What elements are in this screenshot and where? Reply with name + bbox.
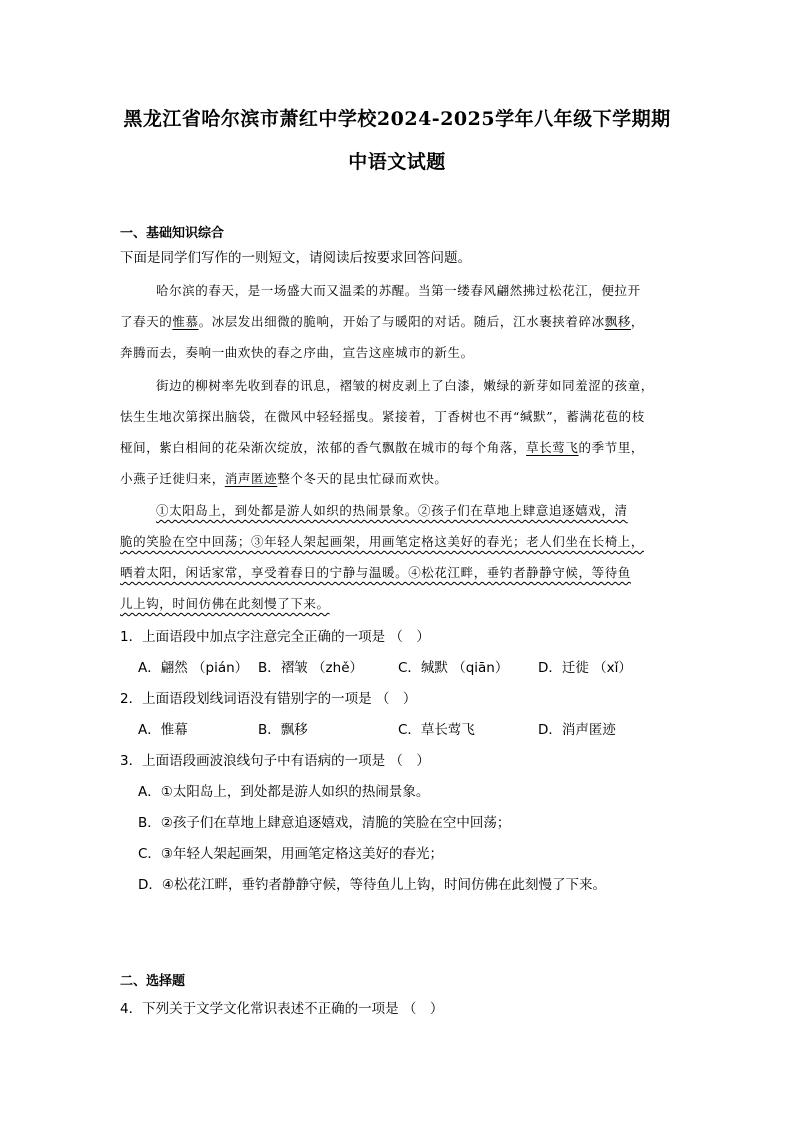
question-3-option-d[interactable]: D．④松花江畔，垂钓者静静守候，等待鱼儿上钩，时间仿佛在此刻慢了下来。 — [138, 877, 606, 893]
question-3-option-a[interactable]: A．①太阳岛上，到处都是游人如织的热闹景象。 — [138, 784, 430, 800]
question-2-option-b[interactable]: B．飘移 — [258, 722, 308, 738]
underlined-word-weimu: 惟慕 — [172, 314, 199, 329]
passage-p3-line4: 儿上钩，时间仿佛在此刻慢了下来。 — [120, 596, 330, 611]
passage-text: ， — [630, 314, 645, 329]
passage-p3-line3: 晒着太阳，闲话家常，享受着春日的宁静与温暖。④松花江畔，垂钓者静静守候，等待鱼 — [120, 565, 631, 580]
passage-text: 的季节里， — [578, 440, 645, 455]
question-1-option-b[interactable]: B．褶皱 （zhě） — [258, 660, 364, 676]
section1-heading: 一、基础知识综合 — [120, 226, 225, 241]
passage-p3-line1: ①太阳岛上，到处都是游人如织的热闹景象。②孩子们在草地上肆意追逐嬉戏，清 — [156, 503, 628, 518]
passage-text: 桠间，紫白相间的花朵渐次绽放，浓郁的香气飘散在城市的每个角落， — [120, 440, 527, 455]
question-1-option-a[interactable]: A．翩然 （pián） — [138, 660, 249, 676]
passage-p2-line1: 街边的柳树率先收到春的讯息，褶皱的树皮剥上了白漆，嫩绿的新芽如同羞涩的孩童， — [156, 378, 654, 393]
question-3-option-b[interactable]: B．②孩子们在草地上肆意追逐嬉戏，清脆的笑脸在空中回荡； — [138, 815, 511, 831]
question-1-option-c[interactable]: C．缄默 （qiān） — [398, 660, 509, 676]
question-2-option-c[interactable]: C．草长莺飞 — [398, 722, 475, 738]
underlined-word-caozhangyingfei: 草长莺飞 — [526, 440, 579, 455]
passage-text: 小燕子迁徙归来， — [120, 471, 225, 486]
passage-text: 整个冬天的昆虫忙碌而欢快。 — [277, 471, 448, 486]
passage-text: 了春天的 — [120, 314, 173, 329]
passage-text: 。冰层发出细微的脆响，开始了与暖阳的对话。随后，江水裹挟着碎冰 — [198, 314, 605, 329]
question-2-option-d[interactable]: D．消声匿迹 — [538, 722, 616, 738]
underlined-word-xiaoshengniji: 消声匿迹 — [224, 471, 278, 486]
passage-p2-line4 — [120, 469, 448, 487]
page-title-line2: 中语文试题 — [348, 151, 446, 173]
question-3-stem: 3．上面语段画波浪线句子中有语病的一项是 （ ） — [120, 753, 430, 769]
passage-p1-line1: 哈尔滨的春天，是一场盛大而又温柔的苏醒。当第一缕春风翩然拂过松花江，便拉开 — [156, 283, 641, 298]
section1-intro: 下面是同学们写作的一则短文，请阅读后按要求回答问题。 — [120, 250, 471, 266]
page-title-line1: 黑龙江省哈尔滨市萧红中学校2024-2025学年八年级下学期期 — [123, 108, 671, 130]
section2-heading: 二、选择题 — [120, 974, 186, 989]
question-4-stem: 4．下列关于文学文化常识表述不正确的一项是 （ ） — [120, 1001, 444, 1017]
passage-p1-line2 — [120, 312, 644, 330]
question-1-stem: 1．上面语段中加点字注意完全正确的一项是 （ ） — [120, 629, 430, 645]
underlined-word-piaoyi: 飘移 — [604, 314, 631, 329]
question-3-option-c[interactable]: C．③年轻人架起画架，用画笔定格这美好的春光； — [138, 846, 444, 862]
passage-p2-line2: 怯生生地次第探出脑袋，在微风中轻轻摇曳。紧接着，丁香树也不再“缄默”，蓄满花苞的枝 — [120, 409, 645, 424]
passage-p1-line3: 奔腾而去，奏响一曲欢快的春之序曲，宣告这座城市的新生。 — [120, 345, 474, 360]
question-2-stem: 2．上面语段划线词语没有错别字的一项是 （ ） — [120, 691, 417, 707]
question-2-option-a[interactable]: A．惟幕 — [138, 722, 188, 738]
passage-p2-line3 — [120, 438, 644, 456]
question-1-option-d[interactable]: D．迁徙 （xǐ） — [538, 660, 632, 676]
passage-p3-line2: 脆的笑脸在空中回荡；③年轻人架起画架，用画笔定格这美好的春光；老人们坐在长椅上， — [120, 534, 645, 549]
